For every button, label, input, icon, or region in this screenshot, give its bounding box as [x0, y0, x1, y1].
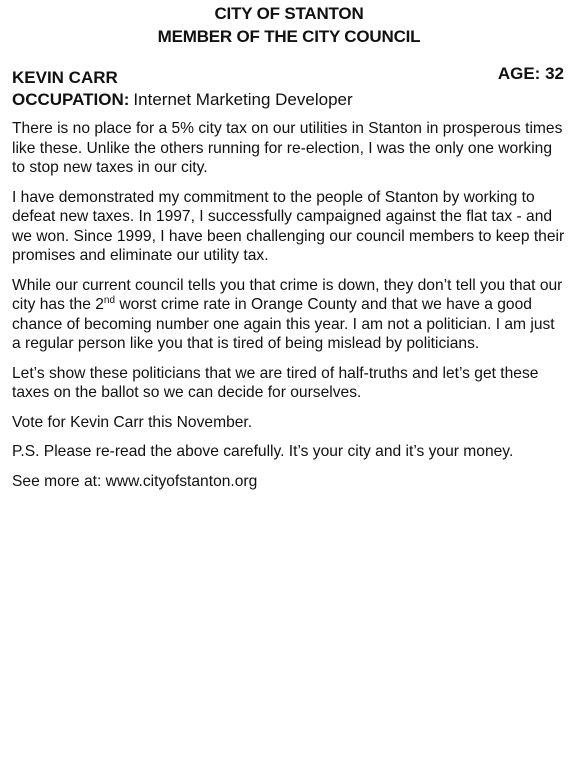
- p3-superscript: nd: [103, 294, 116, 306]
- statement-body: [12, 119, 566, 491]
- statement-paragraph-1: There is no place for a 5% city tax on our utilities in Stanton in prosperous times like these. Unlike the others running for re-election, I was the only one working to stop new taxes in our city.: [12, 120, 563, 176]
- candidate-age: [498, 63, 564, 85]
- occupation-line: [12, 89, 566, 111]
- occupation-label: OCCUPATION:: [12, 90, 130, 109]
- age-value: 32: [545, 64, 564, 83]
- document-header: [12, 2, 566, 48]
- p3-text-after: worst crime rate in Orange County and that we have a good chance of becoming number one again this year. I am not a politician. I am just a regular person like you that is tired of being mislead by politicians.: [12, 296, 555, 352]
- statement-website: See more at: www.cityofstanton.org: [12, 472, 258, 490]
- age-label: AGE:: [497, 64, 541, 83]
- statement-paragraph-4: Let’s show these politicians that we are tired of half-truths and let’s get these taxes on the ballot so we can decide for ourselves.: [12, 364, 539, 401]
- header-office: MEMBER OF THE CITY COUNCIL: [157, 27, 421, 46]
- candidate-name: KEVIN CARR: [12, 68, 118, 87]
- occupation-value: Internet Marketing Developer: [133, 90, 353, 109]
- statement-paragraph-3: [12, 276, 566, 354]
- header-city: CITY OF STANTON: [214, 4, 364, 23]
- statement-paragraph-2: I have demonstrated my commitment to the people of Stanton by working to defeat new taxes. In 1997, I successfully campaigned against the flat tax - and we won. Since 1999, I have been challenging our council members to keep their promises and eliminate our utility tax.: [12, 188, 565, 264]
- candidate-info: [12, 64, 566, 111]
- statement-paragraph-5: Vote for Kevin Carr this November.: [12, 413, 253, 431]
- statement-paragraph-6: P.S. Please re-read the above carefully. It’s your city and it’s your money.: [12, 443, 514, 460]
- p3-text-before: While our current council tells you that crime is down, they don’t tell you that our city has the 2: [12, 276, 563, 313]
